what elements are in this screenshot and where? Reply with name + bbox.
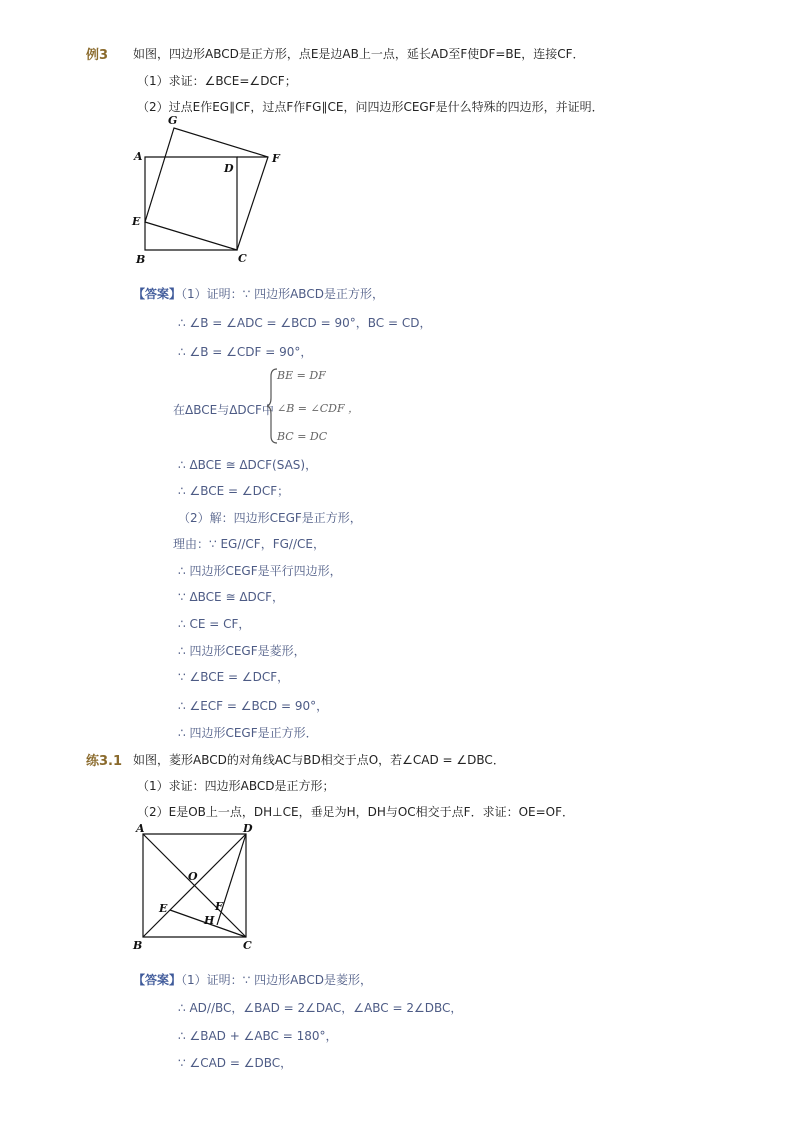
answer-part2-line-2: ∵ ΔBCE ≅ ΔDCF，: [178, 590, 285, 604]
exercise-3-1-figure: [128, 820, 263, 954]
label-e: E: [159, 902, 168, 915]
label-o: O: [188, 870, 198, 883]
example-3-figure: [128, 112, 298, 268]
example-3-part1: （1）求证：∠BCE=∠DCF；: [137, 74, 297, 88]
label-a: A: [134, 150, 143, 163]
answer-tag: 【答案】: [133, 287, 182, 301]
example-3-label: 例3: [86, 48, 109, 63]
label-c: C: [238, 252, 247, 265]
example-3-part2: （2）过点E作EG∥CF，过点F作FG∥CE，问四边形CEGF是什么特殊的四边形，并证明．: [137, 100, 604, 114]
label-a: A: [136, 822, 145, 835]
label-d: D: [243, 822, 253, 835]
answer-line-head: [133, 285, 384, 302]
brace-line-2: ∠B = ∠CDF ，: [277, 402, 360, 415]
answer-line-2: ∴ ∠B = ∠CDF = 90°，: [178, 345, 313, 359]
answer-line-4: ∴ ∠BCE = ∠DCF；: [178, 484, 290, 498]
exercise-3-1-part1: （1）求证：四边形ABCD是正方形；: [137, 779, 335, 793]
answer-part2-line-5: ∵ ∠BCE = ∠DCF，: [178, 670, 290, 684]
example-3-problem: 如图，四边形ABCD是正方形，点E是边AB上一点，延长AD至F使DF=BE，连接CF．: [133, 47, 585, 61]
brace-prefix: 在ΔBCE与ΔDCF中: [173, 403, 274, 417]
label-f: F: [272, 152, 280, 165]
label-h: H: [204, 914, 215, 927]
answer-part2-line-6: ∴ ∠ECF = ∠BCD = 90°，: [178, 699, 329, 713]
answer-head-text: （1）证明：∵ 四边形ABCD是菱形，: [181, 973, 372, 987]
label-g: G: [168, 114, 178, 127]
answer-line-3: ∵ ∠CAD = ∠DBC，: [178, 1056, 293, 1070]
answer-head-text: （1）证明：∵ 四边形ABCD是正方形，: [181, 287, 384, 301]
exercise-3-1-part2: （2）E是OB上一点，DH⊥CE，垂足为H，DH与OC相交于点F．求证：OE=OF．: [137, 805, 575, 819]
label-f: F: [215, 900, 223, 913]
square-cegf: [145, 128, 268, 250]
brace-line-1: BE = DF: [277, 369, 326, 382]
answer-line-head: [133, 971, 372, 988]
label-b: B: [133, 939, 143, 952]
label-b: B: [136, 253, 146, 266]
answer-part2-line-3: ∴ CE = CF，: [178, 617, 251, 631]
answer-part2-line-1: ∴ 四边形CEGF是平行四边形，: [178, 564, 342, 578]
answer-line-2: ∴ ∠BAD + ∠ABC = 180°，: [178, 1029, 338, 1043]
answer-part2-line-4: ∴ 四边形CEGF是菱形，: [178, 644, 306, 658]
answer-line-3: ∴ ΔBCE ≅ ΔDCF(SAS)，: [178, 458, 318, 472]
answer-part2-reason: 理由：∵ EG//CF，FG//CE，: [173, 537, 325, 551]
brace-line-3: BC = DC: [277, 430, 328, 443]
answer-tag: 【答案】: [133, 973, 182, 987]
label-e: E: [132, 215, 141, 228]
exercise-3-1-label: 练3.1: [86, 754, 123, 769]
answer-part2-line-7: ∴ 四边形CEGF是正方形．: [178, 726, 318, 740]
answer-part2-head: （2）解：四边形CEGF是正方形，: [178, 511, 362, 525]
label-d: D: [224, 162, 234, 175]
exercise-3-1-problem: 如图，菱形ABCD的对角线AC与BD相交于点O，若∠CAD = ∠DBC．: [133, 753, 505, 767]
answer-line-1: ∴ ∠B = ∠ADC = ∠BCD = 90°，BC = CD，: [178, 316, 432, 330]
answer-line-1: ∴ AD//BC，∠BAD = 2∠DAC，∠ABC = 2∠DBC，: [178, 1001, 463, 1015]
label-c: C: [243, 939, 252, 952]
